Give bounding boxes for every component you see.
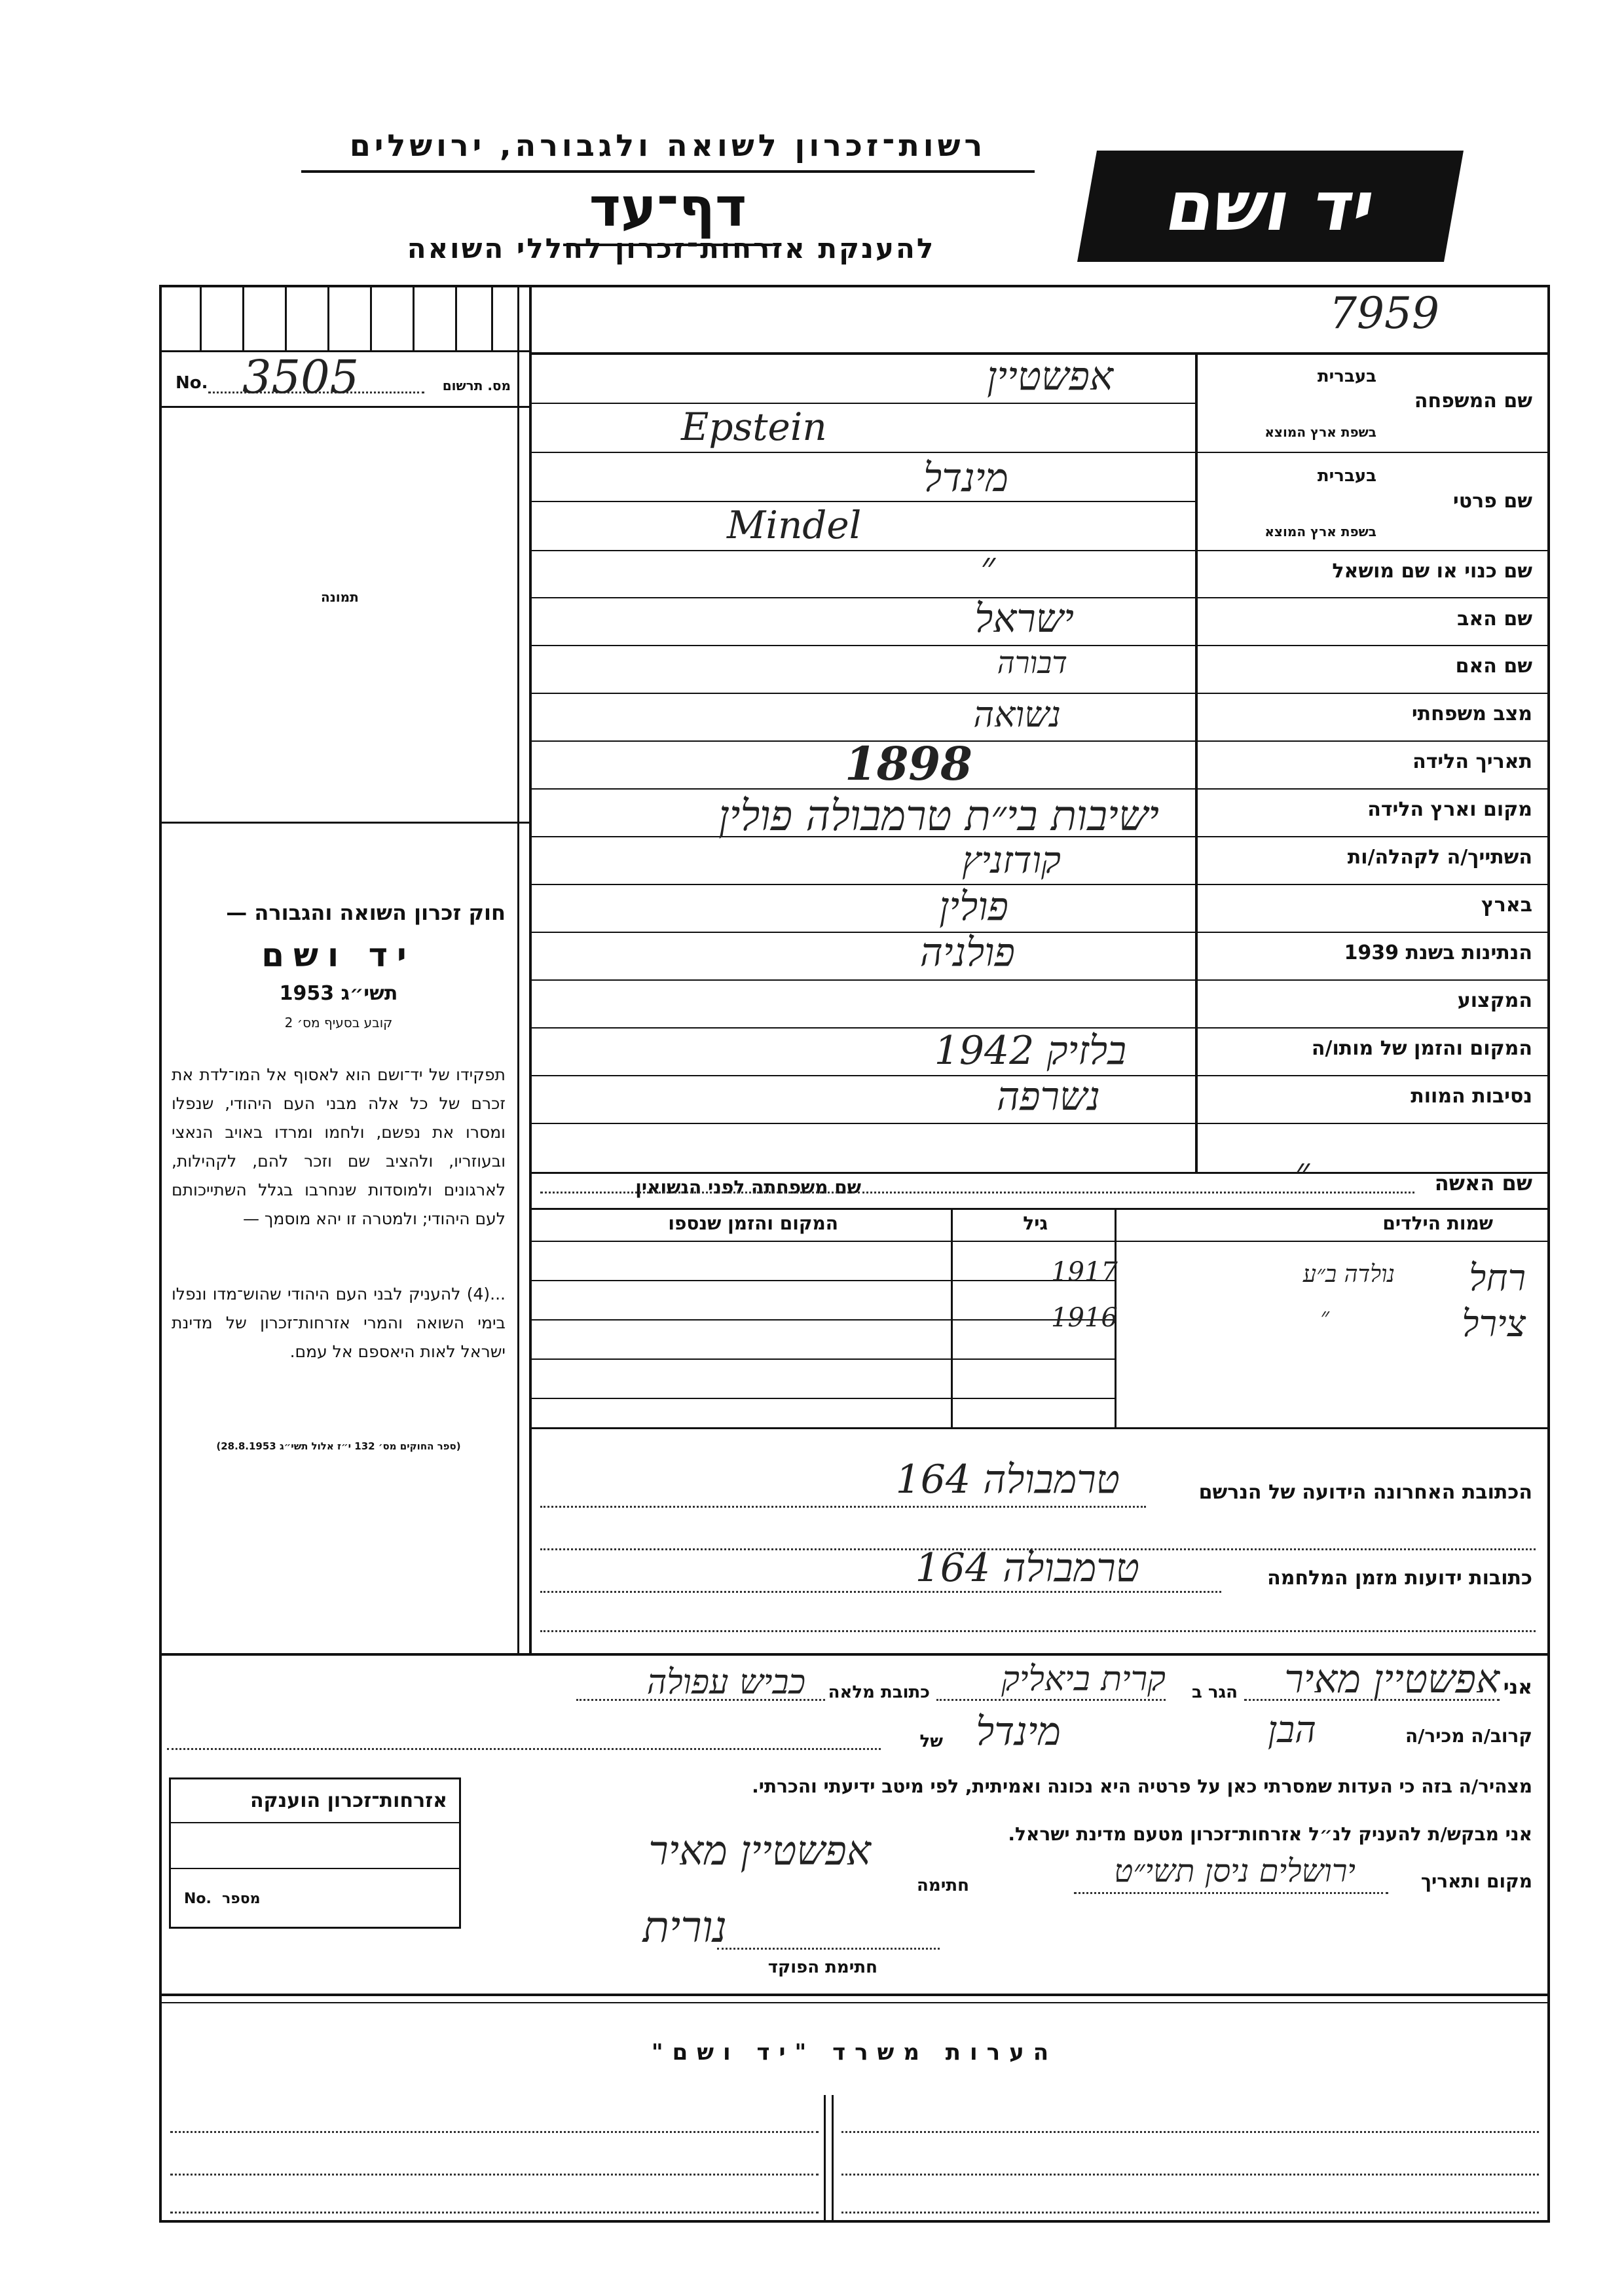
citizenship-box-number-label: מספר xyxy=(222,1891,261,1907)
law-clause: ...(4) להעניק לבני העם היהודי שהוש־מדו ונפלו בימי השואה והמרי אזרחות־זכרון של מדינת ישראל לאות היאספם אל עמם. xyxy=(172,1285,506,1361)
rule xyxy=(529,1241,1550,1242)
request-text: אני מבקש/ת להעניק לנ״ל אזרחות־זכרון מטעם מדינת ישראל. xyxy=(1008,1823,1532,1845)
rule xyxy=(529,884,1550,885)
registration-label: מס. תרשום xyxy=(442,378,511,393)
family-name-hebrew-value: אפשטיין xyxy=(987,354,1113,399)
rule xyxy=(529,1172,1550,1174)
family-name-origin-label: בשפת ארץ המוצא xyxy=(1264,424,1376,440)
of-label: של xyxy=(919,1732,943,1751)
form-title: דף־עד xyxy=(589,177,747,239)
rule xyxy=(159,1653,1550,1656)
declarant-resident-label: הגר ב xyxy=(1191,1683,1238,1702)
spouse-label: שם האשה xyxy=(1434,1171,1532,1195)
first-name-hebrew-label: בעברית xyxy=(1317,466,1376,486)
citizenship-1939-value: פולניה xyxy=(919,930,1015,975)
rule xyxy=(529,1398,1115,1399)
declarant-address: כביש עפולה xyxy=(646,1663,805,1702)
declaration-text: מצהיר/ה בזה כי העדות שמסרתי כאן על פרטיה היא נכונה ואמיתית, לפי מיטב ידיעתי והכרתי. xyxy=(752,1776,1532,1797)
mother-label: שם האם xyxy=(1455,655,1532,678)
relation-label: קרוב/ה מכיר/ה xyxy=(1405,1725,1532,1747)
rule xyxy=(455,285,457,350)
law-section: קובע בסעיף מס׳ 2 xyxy=(284,1015,393,1030)
rule xyxy=(832,2095,834,2223)
nickname-label: שם כנוי או שם מושאל xyxy=(1332,560,1532,583)
title-underline xyxy=(301,170,1035,173)
officer-signature-label: חתימת הפוקד xyxy=(767,1958,877,1977)
last-address-dotline xyxy=(540,1506,1146,1508)
rule xyxy=(159,406,530,408)
children-names-header: שמות הילדים xyxy=(1382,1212,1493,1234)
rule xyxy=(529,501,1195,502)
community-value: קודזניץ xyxy=(962,839,1061,882)
rule xyxy=(529,550,1550,551)
rule xyxy=(529,979,1550,981)
spouse-maiden-label: שם משפחתה לפני הנשואין xyxy=(635,1176,861,1198)
birth-date-value: 1898 xyxy=(845,737,972,791)
mother-value: דבורה xyxy=(997,645,1067,680)
child-2-name: צירל xyxy=(1462,1303,1526,1345)
profession-label: המקצוע xyxy=(1457,989,1532,1012)
law-year: תשי״ג 1953 xyxy=(279,982,398,1005)
country-value: פולין xyxy=(939,884,1008,930)
child-2-age: 1916 xyxy=(1051,1303,1118,1333)
signature-label: חתימה xyxy=(917,1876,969,1895)
rule xyxy=(171,1868,459,1869)
first-name-hebrew-value: מינדל xyxy=(923,455,1008,501)
first-name-origin-value: Mindel xyxy=(727,503,862,547)
rule xyxy=(171,1822,459,1823)
marital-status-label: מצב משפחתי xyxy=(1411,702,1532,725)
law-name: יד ושם xyxy=(261,936,416,974)
child-2-note: ״ xyxy=(1320,1303,1329,1330)
rule xyxy=(529,452,1550,453)
wartime-addresses-label: כתובות ידועות מזמן המלחמה xyxy=(1267,1567,1532,1590)
sidebar-divider-inner xyxy=(517,285,519,1653)
city-dotline xyxy=(936,1699,1166,1701)
citizenship-box-title: אזרחות־זכרון הוענקה xyxy=(249,1789,447,1812)
place-date-dotline xyxy=(1074,1892,1388,1894)
remarks-dotline xyxy=(170,2131,819,2133)
institution-title: רשות־זכרון לשואה ולגבורה, ירושלים xyxy=(349,128,987,163)
wartime-dotline xyxy=(540,1591,1221,1593)
of-value: מינדל xyxy=(976,1709,1061,1755)
rule xyxy=(285,285,287,350)
death-place-time-label: המקום והזמן של מותו/ה xyxy=(1311,1037,1532,1060)
officer-dotline xyxy=(717,1948,940,1950)
child-1-note: נולדה ב״ע xyxy=(1302,1261,1395,1288)
citizenship-1939-label: הנתינות בשנת 1939 xyxy=(1344,941,1532,964)
children-age-header: גיל xyxy=(1023,1212,1048,1234)
wartime-addresses-value: טרמבולה 164 xyxy=(915,1545,1139,1591)
rule xyxy=(529,1358,1115,1360)
rule xyxy=(529,403,1195,404)
rule xyxy=(529,1208,1550,1210)
last-address-label: הכתובת האחרונה הידועה של הנרשם xyxy=(1198,1481,1532,1504)
label-column-divider xyxy=(1195,352,1198,1172)
child-1-name: רחל xyxy=(1469,1257,1526,1300)
citizenship-box-no: No. xyxy=(184,1891,212,1907)
rule xyxy=(529,932,1550,933)
registration-no-label: No. xyxy=(175,373,208,393)
place-date-label: מקום ותאריך xyxy=(1420,1870,1532,1892)
remarks-dotline xyxy=(841,2131,1539,2133)
law-text: תפקידו של יד־ושם הוא לאסוף אל המו־לדת את זכרם של כל אלה מבני העם היהודי, שנפלו ומסרו את נפשם, ולחמו ומרדו באויב הנאצי ובעוזריו, ולהציב שם וזכר להם, לקהילות, לארגונים ולמוסדות שנחרבו בגלל השתייכותם לעם היהודי; ולמטרה זו יהא מוסמך — xyxy=(172,1065,506,1228)
declarant-address-label: כתובת מלאה xyxy=(828,1683,930,1702)
death-place-time-value: בלזיק 1942 xyxy=(934,1028,1126,1074)
rule xyxy=(200,285,202,350)
remarks-dotline xyxy=(841,2212,1539,2214)
remarks-dotline xyxy=(841,2174,1539,2176)
remarks-title: הערות משרד "יד ושם" xyxy=(651,2039,1058,2066)
rule xyxy=(159,822,530,824)
sidebar-divider xyxy=(529,285,532,1653)
children-place-header: המקום והזמן שנספו xyxy=(668,1212,838,1234)
law-title: חוק זכרון השואה והגבורה — xyxy=(226,900,506,925)
marital-status-value: נשואה xyxy=(973,694,1061,735)
father-value: ישראל xyxy=(974,596,1074,642)
citizenship-box xyxy=(169,1777,461,1929)
rule xyxy=(824,2095,826,2223)
last-address-value: טרמבולה 164 xyxy=(895,1457,1120,1503)
form-subtitle: להענקת אזרחות־זכרון לחללי השואה xyxy=(407,232,936,264)
nickname-value: ״ xyxy=(980,543,995,589)
rule xyxy=(327,285,329,350)
first-name-label: שם פרטי xyxy=(1452,490,1532,513)
rule xyxy=(159,2002,1550,2003)
wartime-dotline-2 xyxy=(540,1630,1536,1632)
declarant-city: קרית ביאליק xyxy=(1001,1660,1166,1699)
rule xyxy=(951,1208,953,1427)
rule xyxy=(491,285,493,350)
remarks-dotline xyxy=(170,2174,819,2176)
logo-text: יד ושם xyxy=(1160,166,1381,246)
photo-label: תמונה xyxy=(321,589,359,605)
birth-place-label: מקום וארץ הלידה xyxy=(1367,798,1532,821)
rule xyxy=(529,788,1550,790)
rule xyxy=(159,1994,1550,1996)
country-label: בארץ xyxy=(1481,894,1532,917)
birth-date-label: תאריך הלידה xyxy=(1412,750,1532,773)
first-name-origin-label: בשפת ארץ המוצא xyxy=(1264,524,1376,539)
law-citation: (ספר החוקים מס׳ 132 י״ז אלול תשי״ג 28.8.1953) xyxy=(216,1440,461,1452)
family-name-origin-value: Epstein xyxy=(681,405,827,449)
rule xyxy=(529,1319,1115,1321)
rule xyxy=(529,740,1550,742)
remarks-dotline xyxy=(170,2212,819,2214)
archive-number: 7959 xyxy=(1329,288,1439,338)
child-1-age: 1917 xyxy=(1051,1257,1118,1287)
declarant-name: אפשטיין מאיר xyxy=(1284,1656,1500,1702)
of-dotline xyxy=(167,1748,881,1750)
father-label: שם האב xyxy=(1457,608,1532,630)
registration-number: 3505 xyxy=(242,350,360,404)
rule xyxy=(413,285,415,350)
death-circumstances-label: נסיבות המוות xyxy=(1411,1085,1532,1108)
rule xyxy=(529,1427,1550,1429)
community-label: השתייך/ה לקהלה/ות xyxy=(1347,846,1532,869)
rule xyxy=(370,285,372,350)
death-circumstances-value: נשרפה xyxy=(996,1074,1100,1120)
declarant-i-label: אני xyxy=(1503,1676,1532,1699)
family-name-label: שם המשפחה xyxy=(1414,390,1532,412)
relation-value: הבן xyxy=(1267,1709,1316,1751)
spouse-maiden-dotline xyxy=(540,1192,855,1194)
rule xyxy=(242,285,244,350)
officer-signature: נורית xyxy=(642,1902,727,1952)
rule xyxy=(529,1123,1550,1124)
signature-value: אפשטיין מאיר xyxy=(648,1827,871,1874)
family-name-hebrew-label: בעברית xyxy=(1317,367,1376,386)
birth-place-value: ישיבות בי״ת טרמבולה פולין xyxy=(718,792,1159,841)
yad-vashem-logo xyxy=(1077,151,1464,262)
place-date-value: ירושלים ניסן תשי״ט xyxy=(1114,1853,1356,1889)
spouse-dotline xyxy=(858,1192,1414,1194)
spouse-value: ״ xyxy=(1295,1149,1310,1195)
rule xyxy=(529,1280,1115,1281)
